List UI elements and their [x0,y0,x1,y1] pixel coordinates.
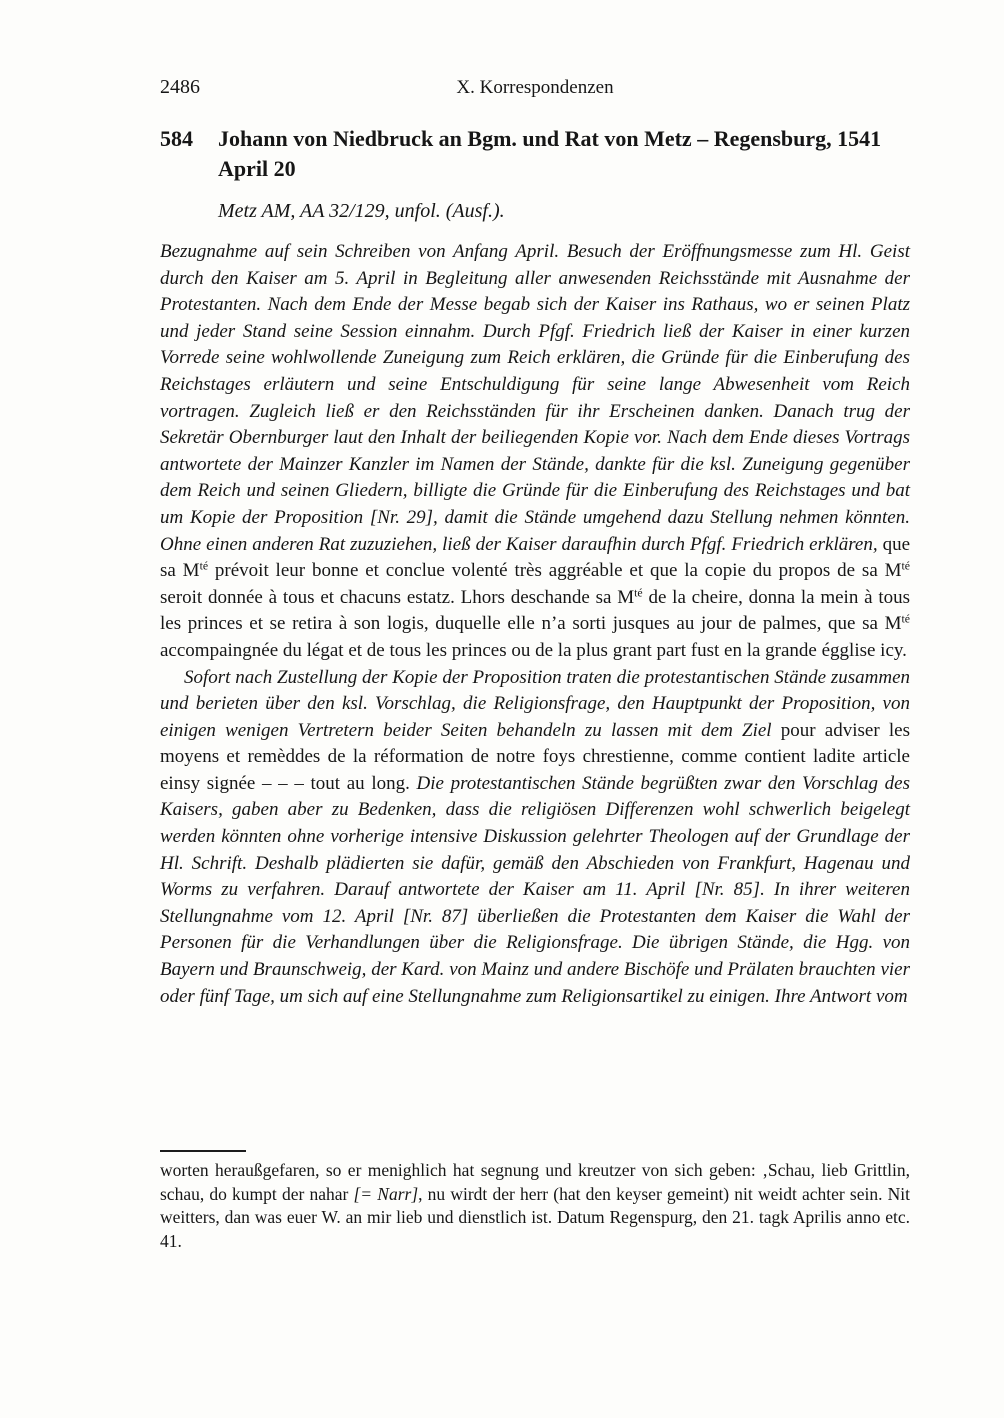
page-number: 2486 [160,76,200,98]
text-segment: de la cheire, donna la mein à tous les princes et se retira à son logis, duquelle elle n’a sorti jusques au jour de palmes, que sa M [160,586,911,635]
text-segment: té [199,559,209,573]
text-block [160,76,910,1010]
running-head: X. Korrespondenzen [456,77,614,98]
regest-body [160,239,910,1010]
page-header [160,76,910,104]
archival-source: Metz AM, AA 32/129, unfol. (Ausf.). [218,200,505,222]
paragraph [160,665,910,1011]
text-segment: seroit donnée à tous et chacuns estatz. Lhors deschande sa M [160,586,635,608]
text-segment: worten heraußgefaren, so er menighlich hat segnung und kreutzer von sich geben: ‚Schau, lieb Grittlin, schau, do kumpt der nahar [160,1160,910,1204]
text-segment: Bezugnahme auf sein Schreiben von Anfang April. Besuch der Eröffnungsmesse zum Hl. Geist durch den Kaiser am 5. April in Begleitung aller anwesenden Reichsstände mit Ausnahme der Protestanten. Nach dem Ende der Messe begab sich der Kaiser ins Rathaus, wo er seinen Platz und jeder Stand seine Session einnahm. Durch Pfgf. Friedrich ließ der Kaiser in einer kurzen Vorrede seine wohlwollende Zuneigung zum Reich erklären, die Gründe für die Einberufung des Reichstages erläutern und seine Entschuldigung für seine lange Abwesenheit vom Reich vortragen. Zugleich ließ er den Reichsständen für ihr Erscheinen danken. Danach trug der Sekretär Obernburger laut den Inhalt der beiliegenden Kopie vor. Nach dem Ende dieses Vortrags antwortete der Mainzer Kanzler im Namen der Stände, dankte für die ksl. Zuneigung gegenüber dem Reich und seinen Gliedern, billigte die Gründe für die Einberufung des Reichstages und bat um Kopie der Proposition [Nr. 29], damit die Stände umgehend dazu Stellung nehmen könnten. Ohne einen anderen Rat zuzuziehen, ließ der Kaiser daraufhin durch Pfgf. Friedrich erklären, [160,241,910,555]
entry-number: 584 [160,126,193,151]
text-segment: que sa M [160,533,910,582]
text-segment: prévoit leur bonne et conclue volenté très aggréable et que la copie du propos de sa M [208,560,902,582]
text-segment: té [901,612,910,626]
text-segment: té [634,586,643,600]
footnote-block [160,1150,910,1253]
entry-title: Johann von Niedbruck an Bgm. und Rat von Metz – Regensburg, 1541 April 20 [218,126,882,181]
footnote-text [160,1159,910,1253]
footnote-separator [160,1150,246,1152]
text-segment: Die protestantischen Stände begrüßten zwar den Vorschlag des Kaisers, gaben aber zu Bedenken, dass die religiösen Differenzen wohl schwerlich beigelegt werden könnten ohne vorherige intensive Diskussion gelehrter Theologen auf der Grundlage der Hl. Schrift. Deshalb plädierten sie dafür, gemäß den Abschieden von Frankfurt, Hagenau und Worms zu verfahren. Darauf antwortete der Kaiser am 11. April [Nr. 85]. In ihrer weiteren Stellungnahme vom 12. April [Nr. 87] überließen die Protestanten dem Kaiser die Wahl der Personen für die Verhandlungen über die Religionsfrage. Die übrigen Stände, die Hgg. von Bayern und Braunschweig, der Kard. von Mainz und andere Bischöfe und Prälaten brauchten vier oder fünf Tage, um sich auf eine Stellungnahme zum Religionsartikel zu einigen. Ihre Antwort vom [160,772,910,1007]
text-segment: accompaingnée du légat et de tous les princes ou de la plus grant part fust en la grande égglise icy. [160,639,907,661]
paragraph [160,239,910,665]
text-segment: , nu wirdt der herr (hat den keyser gemeint) nit weidt achter sein. Nit weitters, dan was euer W. an mir lieb und dienstlich ist. Datum Regenspurg, den 21. tagk Aprilis anno etc. 41. [160,1183,910,1251]
text-segment: pour adviser les moyens et remèddes de la réformation de notre foys chrestienne, comme contient ladite article einsy signée – – – tout au long. [160,719,910,794]
text-segment: Sofort nach Zustellung der Kopie der Proposition traten die protestantischen Stände zusammen und berieten über den ksl. Vorschlag, die Religionsfrage, den Hauptpunkt der Proposition, von einigen wenigen Vertretern beider Seiten behandeln zu lassen mit dem Ziel [160,666,910,741]
entry-heading [160,124,910,184]
text-segment: té [901,559,910,573]
text-segment: [= Narr] [353,1183,419,1204]
